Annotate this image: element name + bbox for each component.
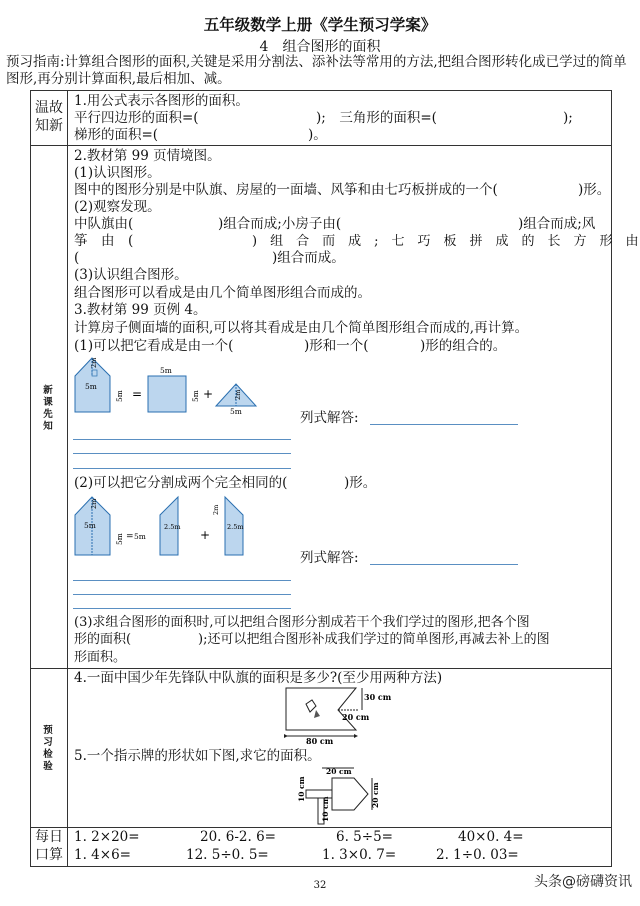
answer-line	[73, 439, 291, 440]
study-guide: 预习指南:计算组合图形的面积,关键是采用分割法、添补法等常用的方法,把组合图形转化成已学过的简单图形,再分别计算面积,最后相加、减。	[6, 54, 627, 87]
answer-line	[73, 468, 291, 469]
formula-trapezoid-end: )。	[308, 127, 327, 143]
answer-label-2: 列式解答:	[300, 550, 359, 566]
answer-line	[73, 453, 291, 454]
p3-line2a: 形的面积(	[74, 632, 132, 647]
figure-house-decompose	[70, 354, 270, 414]
p1-text-a: (1)可以把它看成是由一个(	[74, 338, 234, 354]
section-label-daily: 每日口算	[35, 829, 63, 863]
formula-end: );	[563, 110, 573, 126]
flag-dim-30cm: 30 cm	[364, 692, 392, 702]
equals-sign: =	[132, 387, 143, 401]
s2-title: (2)观察发现。	[74, 199, 161, 215]
dim-5m-top: 5m	[85, 382, 97, 391]
p2-text-a: (2)可以把它分割成两个完全相同的(	[74, 475, 288, 491]
daily-r2-c2: 12. 5÷0. 5=	[186, 847, 269, 863]
s1-title: (1)认识图形。	[74, 165, 161, 181]
dim-5m-side: 5m	[115, 390, 124, 402]
s1-text-end: )形。	[578, 182, 611, 198]
dim-5m-2-side: 5m	[115, 533, 124, 545]
dim-5m-2-eq: 5m	[134, 532, 146, 541]
section-label-new: 新课先知	[43, 385, 53, 432]
p3-line2b: );还可以把组合图形补成我们学过的简单图形,再减去补上的图	[198, 632, 550, 647]
sign-dim-top: 20 cm	[326, 767, 352, 776]
answer-line	[370, 564, 518, 565]
plus-sign: +	[203, 387, 214, 401]
daily-r1-c2: 20. 6-2. 6=	[200, 829, 276, 845]
page-number: 32	[313, 880, 327, 891]
dim-2m-tri: 2m	[234, 389, 242, 400]
dim-5m-tri: 5m	[230, 407, 242, 414]
s2-line1a: 中队旗由(	[74, 216, 134, 232]
row-divider	[30, 827, 611, 828]
equals-sign-2: =	[126, 532, 134, 542]
sign-dim-bottom: 10 cm	[321, 796, 330, 822]
answer-line	[73, 608, 291, 609]
formula-triangle: ); 三角形的面积=(	[316, 110, 437, 126]
rectangle-shape	[148, 376, 186, 412]
s2-line2b: ) 组 合 而 成 ; 七 巧 板 拼 成 的 长 方 形 由	[252, 234, 639, 249]
daily-r1-c1: 1. 2×20=	[74, 829, 140, 845]
s2-line3b: )组合而成。	[272, 250, 345, 266]
figure-sign	[292, 764, 387, 826]
dim-5m-rect: 5m	[160, 366, 172, 375]
s2-line1c: )组合而成;风	[518, 216, 596, 232]
sign-dim-right: 20 cm	[371, 782, 380, 808]
p3-line1: (3)求组合图形的面积时,可以把组合图形分割成若干个我们学过的图形,把各个图	[74, 615, 530, 630]
s1-text: 图中的图形分别是中队旗、房屋的一面墙、风筝和由七巧板拼成的一个(	[74, 182, 498, 198]
sign-arrow-shape	[332, 778, 368, 810]
dim-2m: 2m	[90, 357, 98, 368]
formula-parallelogram: 平行四边形的面积=(	[74, 110, 199, 126]
s2-line2a: 筝 由 (	[74, 233, 134, 249]
p1-text-c: )形的组合的。	[420, 338, 507, 354]
daily-r2-c4: 2. 1÷0. 03=	[436, 847, 519, 863]
dim-2m-right: 2m	[212, 504, 220, 515]
s3-title: (3)认识组合图形。	[74, 267, 188, 283]
q3-text: 计算房子侧面墙的面积,可以将其看成是由几个简单图形组合而成的,再计算。	[74, 320, 529, 336]
daily-r1-c3: 6. 5÷5=	[336, 829, 393, 845]
answer-label-1: 列式解答:	[300, 410, 359, 426]
answer-line	[73, 580, 291, 581]
flag-shape	[286, 688, 356, 730]
sign-dim-left: 10 cm	[297, 776, 306, 802]
section-label-review: 温故知新	[35, 100, 63, 134]
q5-text: 5.一个指示牌的形状如下图,求它的面积。	[74, 748, 321, 764]
section-label-check: 预习检验	[43, 725, 53, 772]
plus-sign-2: +	[200, 528, 211, 542]
review-q1: 1.用公式表示各图形的面积。	[74, 93, 249, 109]
p3-line3: 形面积。	[74, 650, 127, 665]
s2-line3a: (	[74, 250, 80, 266]
s2-line1b: )组合而成;小房子由(	[218, 216, 342, 232]
daily-r2-c1: 1. 4×6=	[74, 847, 131, 863]
formula-trapezoid: 梯形的面积=(	[74, 127, 159, 143]
flag-dim-20cm: 20 cm	[342, 712, 370, 722]
q4-text: 4.一面中国少年先锋队中队旗的面积是多少?(至少用两种方法)	[74, 670, 443, 686]
daily-r1-c4: 40×0. 4=	[458, 829, 524, 845]
lesson-title: 4 组合图形的面积	[259, 39, 381, 55]
figure-flag	[280, 686, 410, 744]
q2-title: 2.教材第 99 页情境图。	[74, 148, 221, 164]
row-divider	[30, 145, 611, 146]
q3-title: 3.教材第 99 页例 4。	[74, 302, 207, 318]
page-title: 五年级数学上册《学生预习学案》	[203, 15, 437, 34]
flag-dim-80cm: 80 cm	[306, 736, 334, 744]
dim-25m-left: 2.5m	[164, 523, 181, 531]
dim-5m-rect-side: 5m	[191, 390, 200, 402]
dim-25m-right: 2.5m	[227, 523, 244, 531]
dim-2m-2: 2m	[90, 498, 98, 509]
answer-line	[73, 594, 291, 595]
table-divider	[67, 90, 68, 866]
s3-text: 组合图形可以看成是由几个简单图形组合而成的。	[74, 285, 371, 301]
watermark: 头条@磅礴资讯	[534, 874, 632, 890]
answer-line	[370, 424, 518, 425]
p2-text-b: )形。	[344, 475, 377, 491]
p1-text-b: )形和一个(	[304, 338, 369, 354]
row-divider	[30, 668, 611, 669]
dim-5m-2: 5m	[84, 521, 96, 530]
daily-r2-c3: 1. 3×0. 7=	[322, 847, 397, 863]
figure-house-split	[70, 493, 270, 557]
